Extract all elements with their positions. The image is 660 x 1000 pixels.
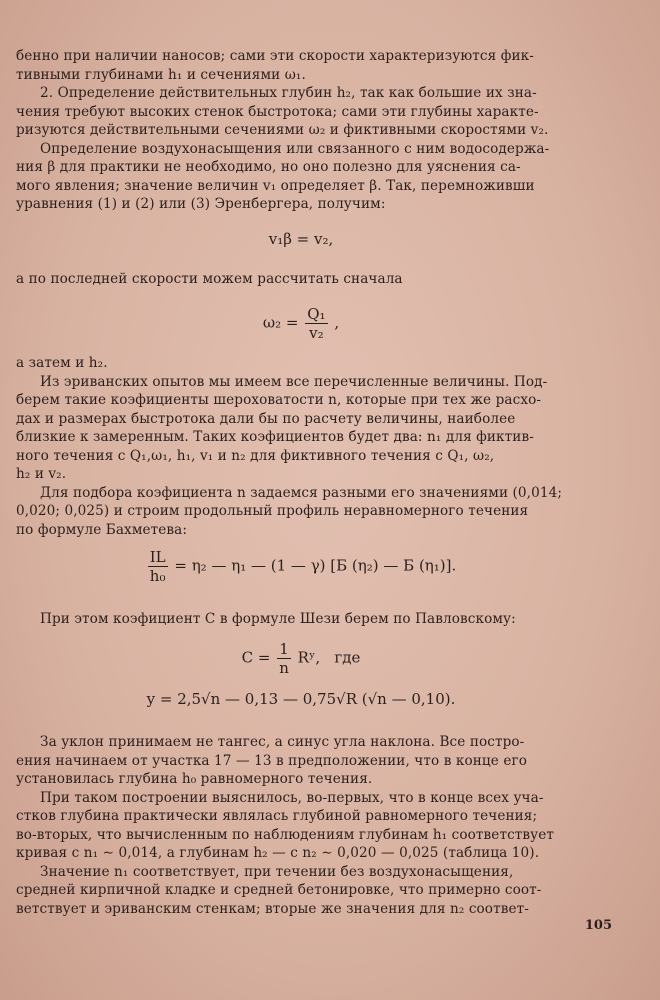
fraction-denominator: n: [279, 659, 289, 677]
formula-part: ,: [334, 313, 340, 332]
text-line: берем такие коэфициенты шероховатости n, которые при тех же расхо-: [16, 392, 542, 408]
text-block-2: [16, 270, 586, 289]
text-line: близкие к замеренным. Таких коэфициентов будет два: n₁ для фиктив-: [16, 429, 534, 445]
page-number: 105: [584, 918, 612, 933]
text-block-1: [16, 47, 586, 214]
fraction-denominator: v₂: [309, 324, 324, 342]
text-line: уравнения (1) и (2) или (3) Эренбергера, получим:: [16, 196, 386, 212]
text-block-4: [16, 610, 586, 629]
text-line: бенно при наличии наносов; сами эти скорости характеризуются фик-: [16, 48, 534, 64]
text-line: а по последней скорости можем рассчитать сначала: [16, 271, 403, 287]
text-line: 0,020; 0,025) и строим продольный профиль неравномерного течения: [16, 503, 529, 519]
text-line: ения начинаем от участка 17 — 13 в предположении, что в конце его: [16, 752, 527, 769]
text-line: Определение воздухонасыщения или связанного с ним водосодержа-: [40, 140, 550, 157]
formula-omega2: [16, 305, 586, 342]
formula-part: C =: [241, 648, 271, 667]
text-line: мого явления; значение величин v₁ определяет β. Так, перемноживши: [16, 177, 535, 194]
text-line: тивными глубинами h₁ и сечениями ω₁.: [16, 66, 306, 83]
text-line: При таком построении выяснилось, во-первых, что в конце всех уча-: [40, 789, 544, 806]
fraction-numerator: IL: [149, 548, 166, 566]
text-line: При этом коэфициент C в формуле Шези берем по Павловскому:: [40, 611, 516, 627]
text-block-3: [16, 354, 586, 539]
text-line: Для подбора коэфициента n задаемся разными его значениями (0,014;: [40, 484, 563, 501]
text-line: чения требуют высоких стенок быстротока; сами эти глубины характе-: [16, 103, 539, 120]
text-line: установилась глубина h₀ равномерного течения.: [16, 771, 373, 787]
formula-bakhmetev: [16, 548, 586, 585]
formula-y-pavlovsky: y = 2,5√n — 0,13 — 0,75√R (√n — 0,10).: [146, 690, 456, 708]
formula-chezy-c: [16, 640, 586, 677]
text-line: ветствует и эриванским стенкам; вторые же значения для n₂ соответ-: [16, 900, 529, 917]
formula-part: = η₂ — η₁ — (1 — γ) [Б (η₂) — Б (η₁)].: [174, 556, 457, 575]
text-line: Из эриванских опытов мы имеем все перечисленные величины. Под-: [40, 373, 548, 390]
fraction: [305, 305, 327, 342]
text-line: За уклон принимаем не тангес, а синус угла наклона. Все постро-: [40, 734, 525, 750]
fraction-numerator: 1: [277, 640, 291, 659]
fraction: [277, 640, 291, 677]
text-line: ризуются действительными сечениями ω₂ и фиктивными скоростями v₂.: [16, 122, 549, 138]
text-block-5: [16, 733, 586, 918]
text-line: кривая с n₁ ∼ 0,014, а глубинам h₂ — с n₂ ∼ 0,020 — 0,025 (таблица 10).: [16, 845, 540, 861]
text-line: 2. Определение действительных глубин h₂, так как большие их зна-: [40, 85, 537, 101]
text-line: по формуле Бахметева:: [16, 521, 188, 538]
formula-v1-beta: v₁β = v₂,: [268, 230, 334, 248]
formula-part: ω₂ =: [262, 313, 299, 332]
text-line: стков глубина практически являлась глубиной равномерного течения;: [16, 808, 538, 824]
fraction: [148, 548, 168, 585]
text-line: Значение n₁ соответствует, при течении без воздухонасыщения,: [40, 863, 514, 880]
formula-part: Rʸ, где: [297, 648, 361, 667]
text-line: дах и размерах быстротока дали бы по расчету величины, наиболее: [16, 410, 516, 427]
text-line: во-вторых, что вычисленным по наблюдениям глубинам h₁ соответствует: [16, 826, 555, 843]
text-line: ного течения с Q₁,ω₁, h₁, v₁ и n₂ для фиктивного течения с Q₁, ω₂,: [16, 447, 495, 464]
text-line: средней кирпичной кладке и средней бетонировке, что примерно соот-: [16, 882, 542, 898]
text-line: а затем и h₂.: [16, 355, 108, 371]
fraction-numerator: Q₁: [307, 305, 326, 323]
text-line: ния β для практики не необходимо, но оно полезно для уяснения са-: [16, 159, 521, 175]
fraction-denominator: h₀: [149, 567, 166, 585]
text-line: h₂ и v₂.: [16, 466, 67, 482]
